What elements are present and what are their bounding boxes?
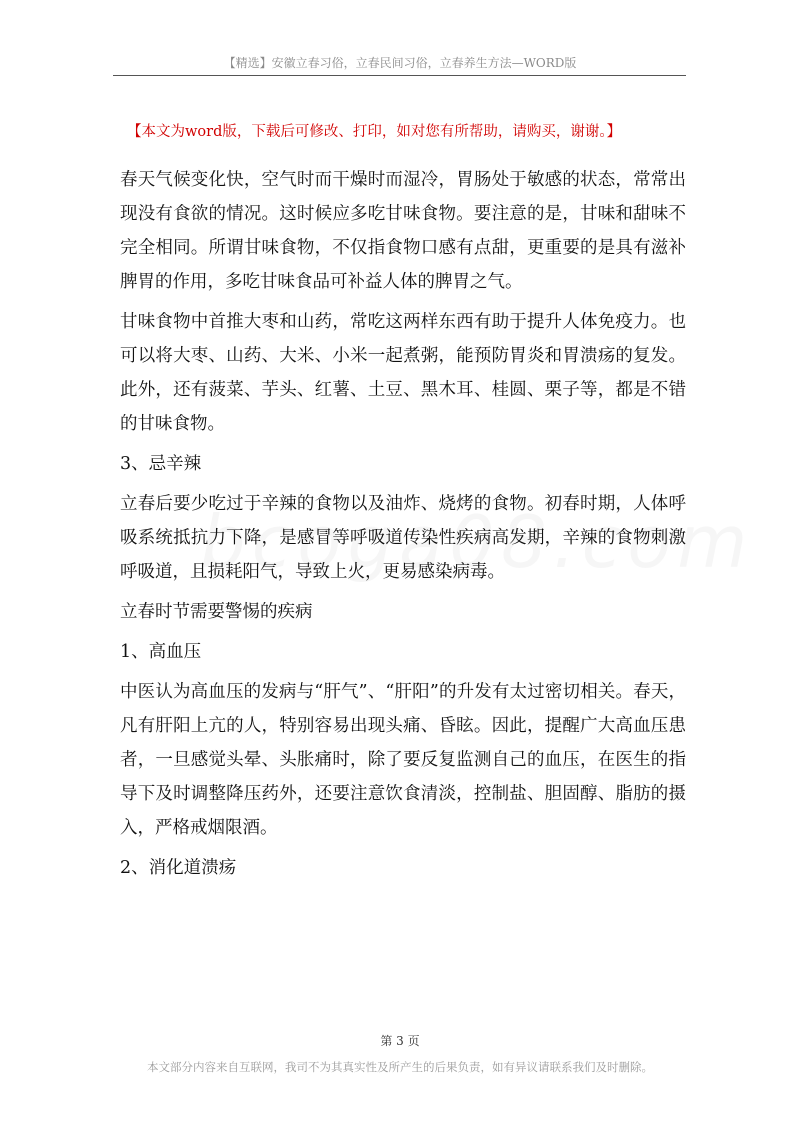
heading-ulcer: 2、消化道溃疡	[120, 858, 237, 878]
paragraph-hypertension: 中医认为高血压的发病与“肝气”、“肝阳”的升发有太过密切相关。春天，凡有肝阳上亢的人，特别容易出现头痛、昏眩。因此，提醒广大高血压患者，一旦感觉头晕、头胀痛时，除了要反复监测自己的血压，在医生的指导下及时调整降压药外，还要注意饮食清淡，控制盐、胆固醇、脂肪的摄入，严格戒烟限酒。	[120, 682, 686, 838]
heading-diseases: 立春时节需要警惕的疾病	[120, 602, 313, 622]
heading-hypertension: 1、高血压	[120, 642, 202, 662]
document-body	[120, 163, 686, 891]
paragraph-jujube-yam: 甘味食物中首推大枣和山药，常吃这两样东西有助于提升人体免疫力。也可以将大枣、山药、大米、小米一起煮粥，能预防胃炎和胃溃疡的复发。此外，还有菠菜、芋头、红薯、土豆、黑木耳、桂圆、栗子等，都是不错的甘味食物。	[120, 312, 686, 434]
page-footer: 本文部分内容来自互联网，我司不为其真实性及所产生的后果负责，如有异议请联系我们及时删除。	[147, 1060, 653, 1074]
paragraph-sweet-foods: 春天气候变化快，空气时而干燥时而湿冷，胃肠处于敏感的状态，常常出现没有食欲的情况。这时候应多吃甘味食物。要注意的是，甘味和甜味不完全相同。所谓甘味食物，不仅指食物口感有点甜，更重要的是具有滋补脾胃的作用，多吃甘味食品可补益人体的脾胃之气。	[120, 170, 686, 292]
paragraph-avoid-spicy: 立春后要少吃过于辛辣的食物以及油炸、烧烤的食物。初春时期，人体呼吸系统抵抗力下降，是感冒等呼吸道传染性疾病高发期，辛辣的食物刺激呼吸道，且损耗阳气，导致上火，更易感染病毒。	[120, 494, 686, 582]
page-number: 第 3 页	[380, 1034, 420, 1048]
page-header: 【精选】安徽立春习俗，立春民间习俗，立春养生方法—WORD版	[223, 56, 577, 70]
heading-avoid-spicy: 3、忌辛辣	[120, 454, 202, 474]
purchase-notice: 【本文为word版，下载后可修改、打印，如对您有所帮助，请购买，谢谢。】	[127, 124, 622, 140]
header-rule	[113, 75, 686, 76]
